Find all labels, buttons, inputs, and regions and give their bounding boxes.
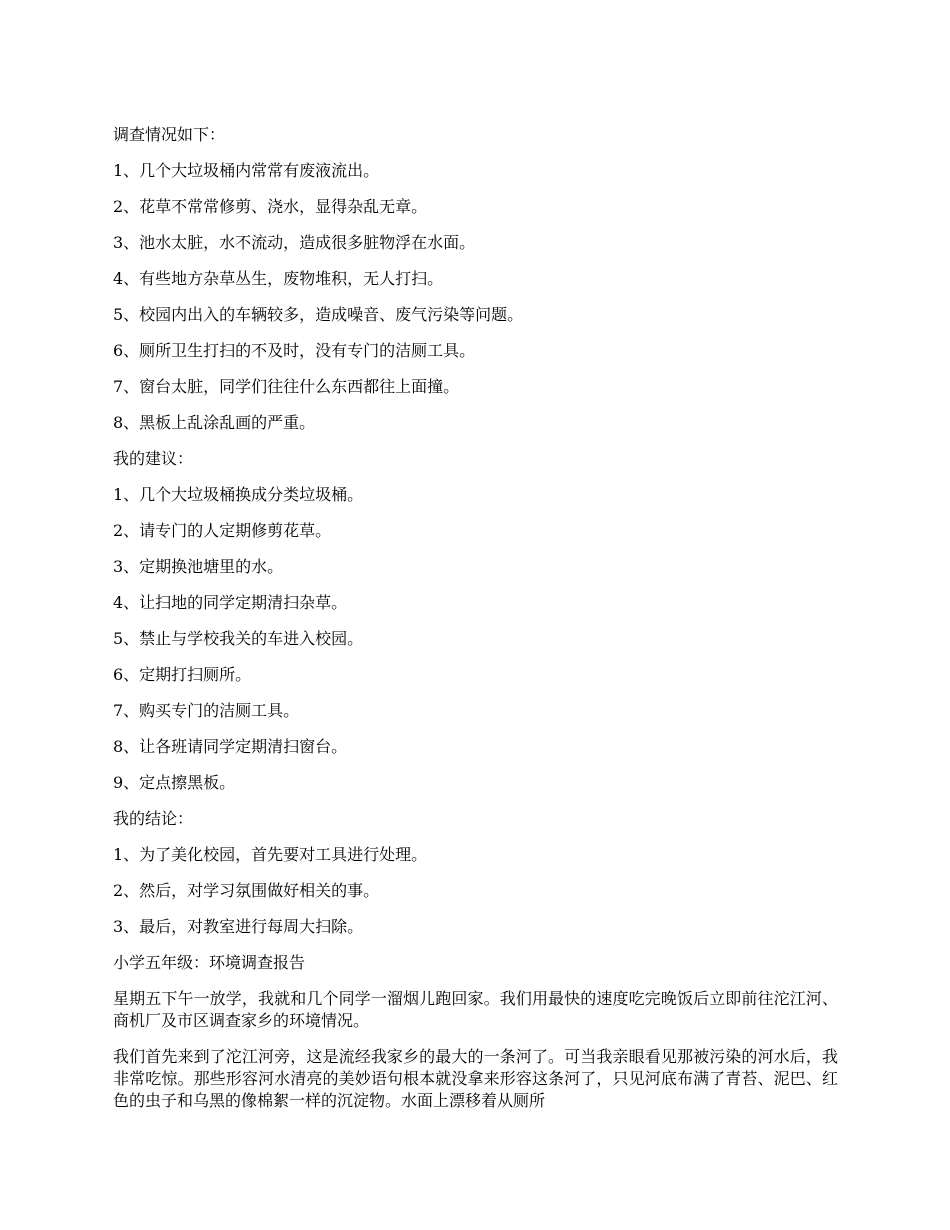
suggestion-item: 8、让各班请同学定期清扫窗台。 — [113, 737, 348, 756]
suggestions-heading: 我的建议： — [113, 449, 194, 468]
suggestion-item: 7、购买专门的洁厕工具。 — [113, 701, 300, 720]
survey-item: 3、池水太脏，水不流动，造成很多脏物浮在水面。 — [113, 233, 476, 252]
suggestion-item: 9、定点擦黑板。 — [113, 773, 236, 792]
suggestion-item: 2、请专门的人定期修剪花草。 — [113, 521, 332, 540]
suggestion-item: 6、定期打扫厕所。 — [113, 665, 252, 684]
suggestion-item: 3、定期换池塘里的水。 — [113, 557, 284, 576]
survey-item: 5、校园内出入的车辆较多，造成噪音、废气污染等问题。 — [113, 305, 524, 324]
conclusion-item: 3、最后，对教室进行每周大扫除。 — [113, 917, 364, 936]
survey-item: 1、几个大垃圾桶内常常有废液流出。 — [113, 161, 380, 180]
suggestion-item: 5、禁止与学校我关的车进入校园。 — [113, 629, 364, 648]
conclusions-heading: 我的结论： — [113, 809, 194, 828]
report-paragraph: 我们首先来到了沱江河旁，这是流经我家乡的最大的一条河了。可当我亲眼看见那被污染的河水后，我非常吃惊。那些形容河水清亮的美妙语句根本就没拿来形容这条河了，只见河底布满了青苔、泥巴、红色的虫子和乌黑的像棉絮一样的沉淀物。水面上漂移着从厕所 — [113, 1047, 838, 1110]
report-title: 小学五年级：环境调查报告 — [113, 953, 306, 972]
survey-item: 8、黑板上乱涂乱画的严重。 — [113, 413, 316, 432]
survey-item: 4、有些地方杂草丛生，废物堆积，无人打扫。 — [113, 269, 444, 288]
conclusion-item: 1、为了美化校园，首先要对工具进行处理。 — [113, 845, 428, 864]
report-paragraph: 星期五下午一放学，我就和几个同学一溜烟儿跑回家。我们用最快的速度吃完晚饭后立即前往沱江河、商机厂及市区调查家乡的环境情况。 — [113, 989, 838, 1030]
suggestion-item: 1、几个大垃圾桶换成分类垃圾桶。 — [113, 485, 364, 504]
conclusion-item: 2、然后，对学习氛围做好相关的事。 — [113, 881, 380, 900]
suggestion-item: 4、让扫地的同学定期清扫杂草。 — [113, 593, 348, 612]
survey-item: 7、窗台太脏，同学们往往什么东西都往上面撞。 — [113, 377, 460, 396]
survey-item: 2、花草不常常修剪、浇水，显得杂乱无章。 — [113, 197, 428, 216]
document-page — [113, 124, 838, 1126]
survey-item: 6、厕所卫生打扫的不及时，没有专门的洁厕工具。 — [113, 341, 476, 360]
survey-heading: 调查情况如下： — [113, 125, 226, 144]
